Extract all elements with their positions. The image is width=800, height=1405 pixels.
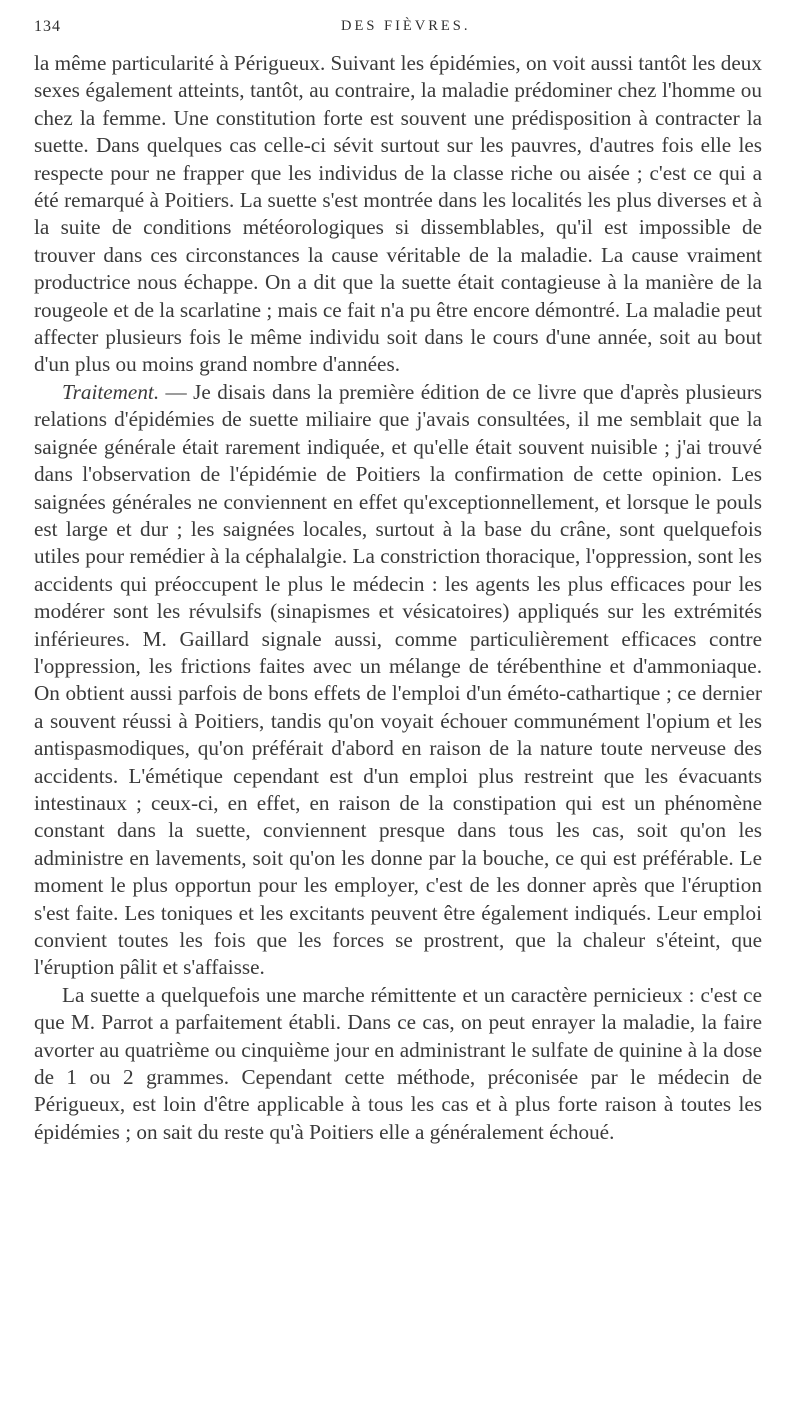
paragraph-2 — [34, 379, 762, 982]
paragraph-1-text: la même particularité à Périgueux. Suivant les épidémies, on voit aussi tantôt les deux sexes également atteints, tantôt, au contraire, la maladie prédominer chez l'homme ou chez la femme. Une constitution forte est souvent une prédisposition à contracter la suette. Dans quelques cas celle-ci sévit surtout sur les pauvres, d'autres fois elle les respecte pour ne frapper que les individus de la classe riche ou aisée ; c'est ce qui a été remarqué à Poitiers. La suette s'est montrée dans les localités les plus diverses et à la suite de conditions météorologiques si dissemblables, qu'il est impossible de trouver dans ces circonstances la cause véritable de la maladie. La cause vraiment productrice nous échappe. On a dit que la suette était contagieuse à la manière de la rougeole et de la scarlatine ; mais ce fait n'a pu être encore démontré. La maladie peut affecter plusieurs fois le même individu soit dans le cours d'une année, soit au bout d'un plus ou moins grand nombre d'années. — [34, 51, 762, 377]
running-head — [34, 0, 762, 40]
paragraph-3 — [34, 982, 762, 1146]
paragraph-1 — [34, 50, 762, 379]
page-header: DES FIÈVRES. — [341, 18, 471, 34]
body-text — [34, 50, 762, 1146]
section-heading-traitement: Traitement. — [62, 379, 160, 404]
book-page — [34, 0, 762, 1146]
paragraph-3-text: La suette a quelquefois une marche rémittente et un caractère pernicieux : c'est ce que M. Parrot a parfaitement établi. Dans ce cas, on peut enrayer la maladie, la faire avorter au quatrième ou cinquième jour en administrant le sulfate de quinine à la dose de 1 ou 2 grammes. Cependant cette méthode, préconisée par le médecin de Périgueux, est loin d'être applicable à tous les cas et à plus forte raison à toutes les épidémies ; on sait du reste qu'à Poitiers elle a généralement échoué. — [34, 982, 762, 1144]
page-number: 134 — [34, 18, 61, 35]
paragraph-2-text: — Je disais dans la première édition de ce livre que d'après plusieurs relations d'épidémies de suette miliaire que j'avais consultées, il me semblait que la saignée générale était rarement indiquée, et qu'elle était souvent nuisible ; j'ai trouvé dans l'observation de l'épidémie de Poitiers la confirmation de cette opinion. Les saignées générales ne conviennent en effet qu'exceptionnellement, et lorsque le pouls est large et dur ; les saignées locales, surtout à la base du crâne, sont quelquefois utiles pour remédier à la céphalalgie. La constriction thoracique, l'oppression, sont les accidents qui préoccupent le plus le médecin : les agents les plus efficaces pour les modérer sont les révulsifs (sinapismes et vésicatoires) appliqués sur les extrémités inférieures. M. Gaillard signale aussi, comme particulièrement efficaces contre l'oppression, les frictions faites avec un mélange de térébenthine et d'ammoniaque. On obtient aussi parfois de bons effets de l'emploi d'un éméto-cathartique ; ce dernier a souvent réussi à Poitiers, tandis qu'on voyait échouer communément l'opium et les antispasmodiques, qu'on préférait d'abord en raison de la nature toute nerveuse des accidents. L'émétique cependant est d'un emploi plus restreint que les évacuants intestinaux ; ceux-ci, en effet, en raison de la constipation qui est un phénomène constant dans la suette, conviennent presque dans tous les cas, soit qu'on les administre en lavements, soit qu'on les donne par la bouche, ce qui est préférable. Le moment le plus opportun pour les employer, c'est de les donner après que l'éruption s'est faite. Les toniques et les excitants peuvent être également indiqués. Leur emploi convient toutes les fois que les forces se prostrent, que la chaleur s'éteint, que l'éruption pâlit et s'affaisse. — [34, 379, 762, 980]
